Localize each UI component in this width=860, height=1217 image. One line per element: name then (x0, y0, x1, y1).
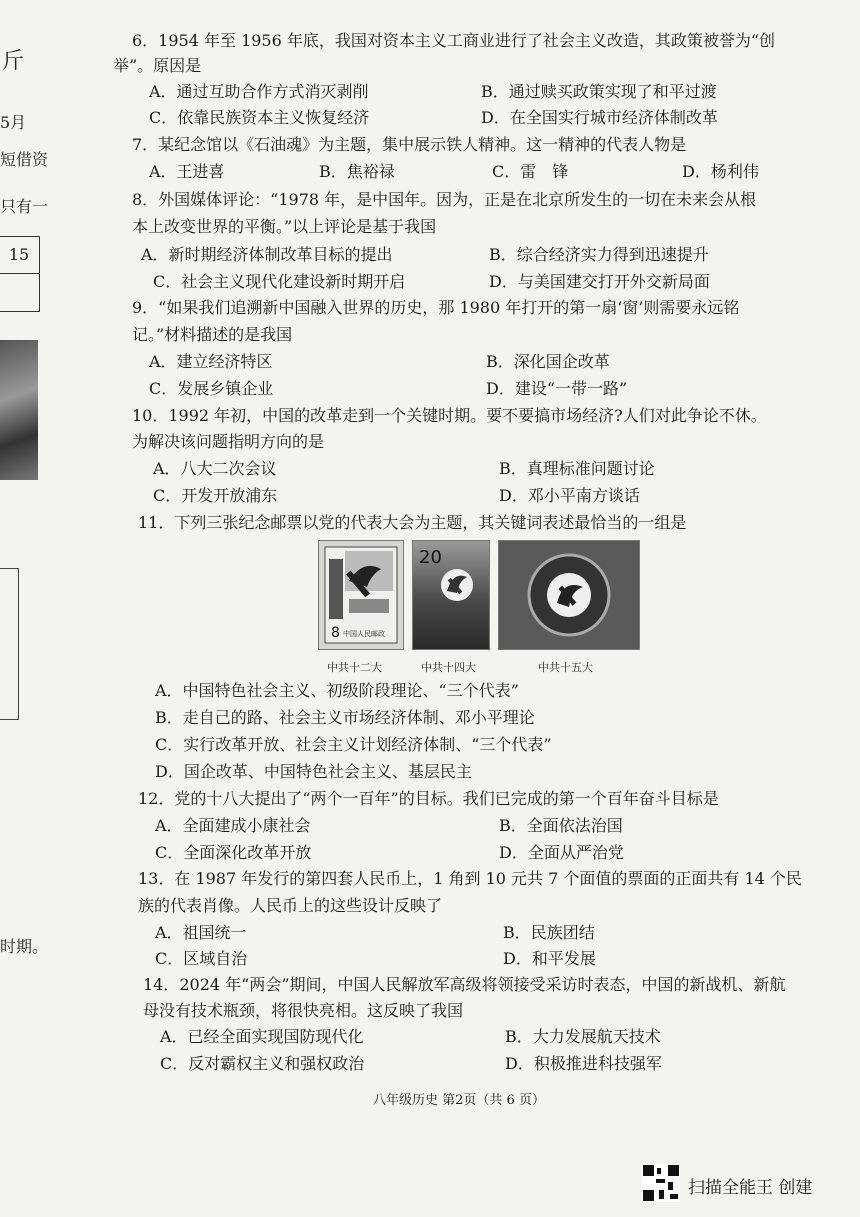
scanner-watermark: 扫描全能王 创建 (688, 1178, 813, 1198)
score-value: 15 (0, 237, 39, 274)
q6-option-c: C．依靠民族资本主义恢复经济 (149, 108, 370, 127)
q8-option-d: D．与美国建交打开外交新局面 (489, 272, 710, 291)
party-emblem-icon (413, 541, 489, 649)
q13-option-c: C．区域自治 (155, 949, 248, 968)
hammer-sickle-icon (319, 541, 403, 649)
q11-stem: 11．下列三张纪念邮票以党的代表大会为主题，其关键词表述最恰当的一组是 (138, 513, 687, 532)
q13-stem-line2: 族的代表肖像。人民币上的这些设计反映了 (138, 896, 443, 915)
q6-stem-line2: 举”。原因是 (113, 56, 202, 75)
q12-option-c: C．全面深化改革开放 (155, 843, 312, 862)
q7-stem: 7．某纪念馆以《石油魂》为主题，集中展示铁人精神。这一精神的代表人物是 (132, 135, 687, 154)
q9-option-d: D．建设“一带一路” (486, 379, 628, 398)
emblem-circle-icon (499, 541, 639, 649)
q6-stem-line1: 6．1954 年至 1956 年底，我国对资本主义工商业进行了社会主义改造，其政策被誉为“创 (132, 31, 776, 50)
q13-option-a: A．祖国统一 (155, 923, 247, 942)
stamp-1-value: 8 (331, 625, 340, 641)
q14-option-a: A．已经全面实现国防现代化 (160, 1027, 364, 1046)
q10-option-a: A．八大二次会议 (153, 459, 277, 478)
q11-option-d: D．国企改革、中国特色社会主义、基层民主 (155, 762, 472, 781)
q11-option-c: C．实行改革开放、社会主义计划经济体制、“三个代表” (155, 735, 552, 754)
q14-option-d: D．积极推进科技强军 (505, 1054, 662, 1073)
q12-option-d: D．全面从严治党 (499, 843, 624, 862)
stamp-2-caption: 中共十四大 (421, 661, 476, 674)
left-vertical-box (0, 568, 19, 720)
q7-option-c: C．雷 锋 (492, 162, 569, 181)
q13-option-b: B．民族团结 (503, 923, 595, 942)
q12-option-a: A．全面建成小康社会 (155, 816, 311, 835)
q9-option-a: A．建立经济特区 (149, 352, 273, 371)
q14-stem-line1: 14．2024 年“两会”期间，中国人民解放军高级将领接受采访时表态，中国的新战机、新航 (143, 975, 786, 994)
qr-code-icon (642, 1164, 680, 1202)
q7-option-b: B．焦裕禄 (319, 162, 395, 181)
page-footer: 八年级历史 第2页（共 6 页） (373, 1093, 545, 1108)
q9-option-c: C．发展乡镇企业 (149, 379, 274, 398)
left-photo-fragment (0, 340, 38, 480)
q9-stem-line1: 9．“如果我们追溯新中国融入世界的历史，那 1980 年打开的第一扇‘窗’则需要永远铭 (132, 298, 740, 317)
left-fragment-5: 时期。 (0, 937, 49, 956)
stamp-3-caption: 中共十五大 (538, 661, 593, 674)
q12-stem: 12．党的十八大提出了“两个一百年”的目标。我们已完成的第一个百年奋斗目标是 (138, 789, 719, 808)
q10-option-c: C．开发开放浦东 (153, 486, 278, 505)
q8-stem-line2: 本上改变世界的平衡。”以上评论是基于我国 (132, 217, 437, 236)
q10-option-b: B．真理标准问题讨论 (499, 459, 655, 478)
q11-option-a: A．中国特色社会主义、初级阶段理论、“三个代表” (155, 681, 519, 700)
q6-option-a: A．通过互助合作方式消灭剥削 (149, 82, 369, 101)
q9-option-b: B．深化国企改革 (486, 352, 610, 371)
q10-stem-line2: 为解决该问题指明方向的是 (132, 432, 325, 451)
q10-option-d: D．邓小平南方谈话 (499, 486, 640, 505)
q7-option-d: D．杨利伟 (682, 162, 759, 181)
q14-stem-line2: 母没有技术瓶颈，将很快亮相。这反映了我国 (143, 1001, 464, 1020)
q13-option-d: D．和平发展 (503, 949, 596, 968)
q14-option-b: B．大力发展航天技术 (505, 1027, 661, 1046)
q8-option-c: C．社会主义现代化建设新时期开启 (153, 272, 406, 291)
q13-stem-line1: 13．在 1987 年发行的第四套人民币上，1 角到 10 元共 7 个面值的票面的正面共有 14 个民 (138, 869, 802, 888)
q6-option-b: B．通过赎买政策实现了和平过渡 (481, 82, 717, 101)
q8-option-b: B．综合经济实力得到迅速提升 (489, 245, 709, 264)
left-fragment-4: 只有一 (0, 197, 49, 216)
q6-option-d: D．在全国实行城市经济体制改革 (481, 108, 718, 127)
q12-option-b: B．全面依法治国 (499, 816, 623, 835)
q9-stem-line2: 记。”材料描述的是我国 (132, 325, 293, 344)
q10-stem-line1: 10．1992 年初，中国的改革走到一个关键时期。要不要搞市场经济?人们对此争论不休。 (132, 406, 767, 425)
stamp-12th-congress (318, 540, 404, 650)
left-fragment-3: 短借资 (0, 150, 49, 169)
stamp-2-value: 20 (419, 547, 442, 568)
stamp-1-text: 中国人民邮政 (343, 630, 385, 638)
q14-option-c: C．反对霸权主义和强权政治 (160, 1054, 365, 1073)
q8-stem-line1: 8．外国媒体评论：“1978 年，是中国年。因为，正是在北京所发生的一切在未来会从根 (132, 190, 757, 209)
q7-option-a: A．王进喜 (149, 162, 225, 181)
q8-option-a: A．新时期经济体制改革目标的提出 (141, 245, 393, 264)
score-box (0, 236, 40, 312)
stamp-1-caption: 中共十二大 (327, 661, 382, 674)
q11-option-b: B．走自己的路、社会主义市场经济体制、邓小平理论 (155, 708, 535, 727)
left-fragment-1: 斤 (2, 49, 25, 74)
left-fragment-2: 5月 (0, 113, 27, 132)
stamp-15th-congress (498, 540, 640, 650)
stamp-14th-congress (412, 540, 490, 650)
